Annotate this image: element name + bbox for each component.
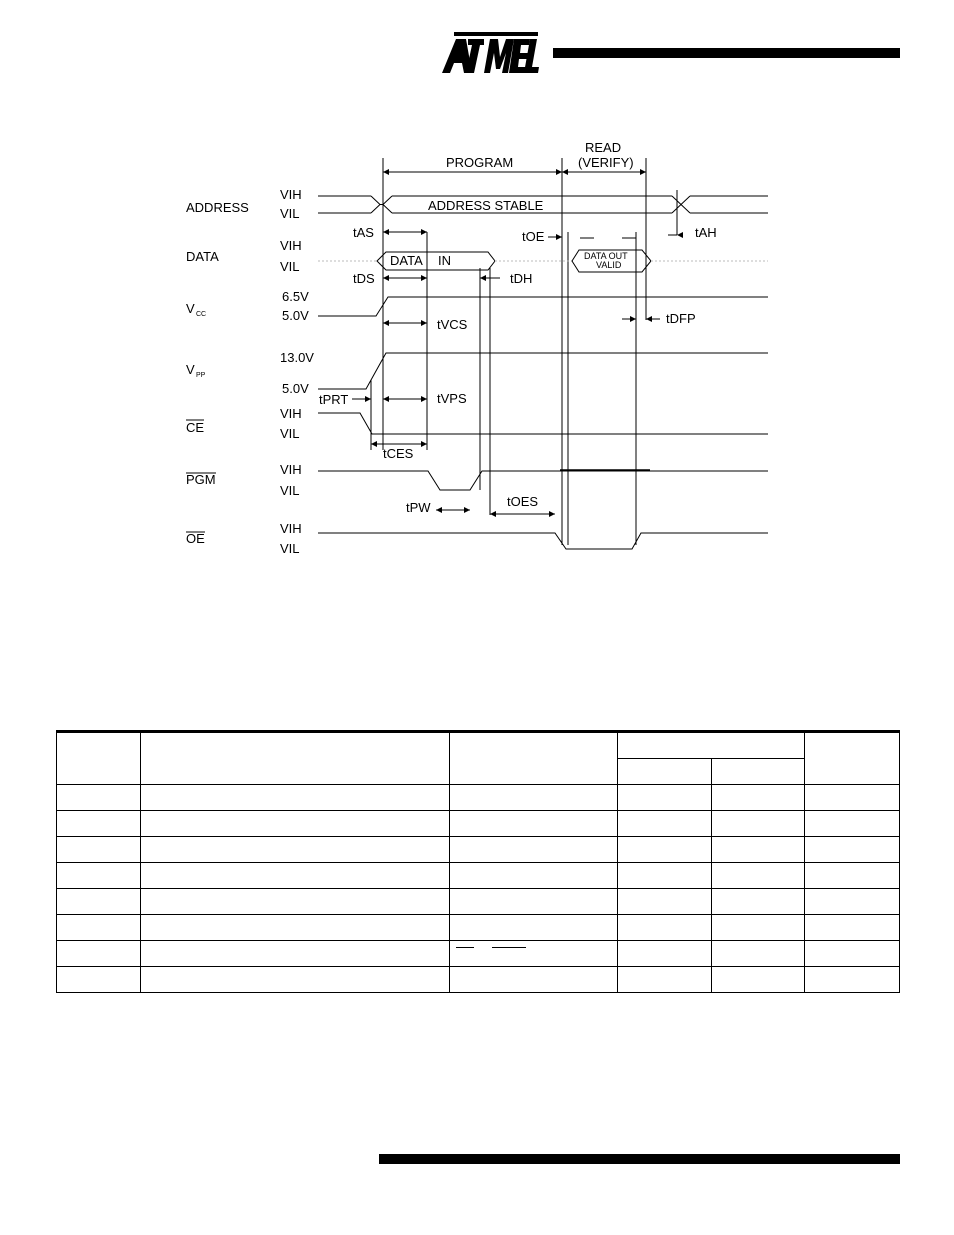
data-in-label-1: DATA [390,253,423,268]
programming-characteristics-table [56,730,900,993]
table-row [57,811,900,837]
timing-tprt-label: tPRT [319,392,349,407]
timing-tas-label: tAS [353,225,374,240]
header-cell [57,732,141,785]
table-row [57,941,900,967]
timing-tvps-label: tVPS [437,391,467,406]
footer-rule [379,1154,900,1164]
signal-ce-label: CE [186,420,205,435]
data-vih: VIH [280,238,302,253]
ce-overline-mark [456,947,474,948]
ce-vih: VIH [280,406,302,421]
timing-toes-label: tOES [507,494,539,509]
signal-vcc-label: V [186,301,195,316]
timing-tdh-label: tDH [510,271,533,286]
vcc-high-level: 6.5V [282,289,309,304]
vpp-high-level: 13.0V [280,350,314,365]
data-in-label-2: IN [438,253,451,268]
phase-verify-label: (VERIFY) [578,155,634,170]
oe-vih: VIH [280,521,302,536]
timing-tds-label: tDS [353,271,375,286]
oe-vil: VIL [280,541,300,556]
data-vil: VIL [280,259,300,274]
address-vil: VIL [280,206,300,221]
signal-address-label: ADDRESS [186,200,249,215]
table-row [57,863,900,889]
table-row [57,967,900,993]
table-row [57,785,900,811]
address-stable-label: ADDRESS STABLE [428,198,544,213]
header-max-cell [712,759,805,785]
signal-oe-label: OE [186,531,205,546]
pgm-vih: VIH [280,462,302,477]
data-out-label-2: VALID [596,260,622,270]
header-cell [805,732,900,785]
pgm-vil: VIL [280,483,300,498]
header-min-cell [618,759,712,785]
table-row [57,915,900,941]
timing-tces-label: tCES [383,446,414,461]
header-cell [450,732,618,785]
header-limits-cell [618,732,805,759]
ce-vil: VIL [280,426,300,441]
pgm-overline-mark [492,947,526,948]
table-row [57,837,900,863]
header-cell [141,732,450,785]
timing-tpw-label: tPW [406,500,431,515]
phase-program-label: PROGRAM [446,155,514,170]
signal-vpp-label: V [186,362,195,377]
programming-waveforms-diagram [0,130,954,570]
vpp-low-level: 5.0V [282,381,309,396]
header-rule [553,48,900,58]
timing-tah-label: tAH [695,225,717,240]
overline-cell [450,941,618,967]
timing-tvcs-label: tVCS [437,317,468,332]
atmel-logo [440,29,540,77]
address-vih: VIH [280,187,302,202]
signal-data-label: DATA [186,249,219,264]
signal-pgm-label: PGM [186,472,216,487]
table-row [57,889,900,915]
signal-vpp-subscript: PP [196,372,206,379]
timing-toe-label: tOE [522,229,545,244]
data-out-label-1: DATA OUT [584,251,628,261]
phase-read-label: READ [585,140,622,155]
table-header-row [57,732,900,759]
signal-vcc-subscript: CC [196,311,207,318]
vcc-low-level: 5.0V [282,308,309,323]
timing-tdfp-label: tDFP [666,311,696,326]
